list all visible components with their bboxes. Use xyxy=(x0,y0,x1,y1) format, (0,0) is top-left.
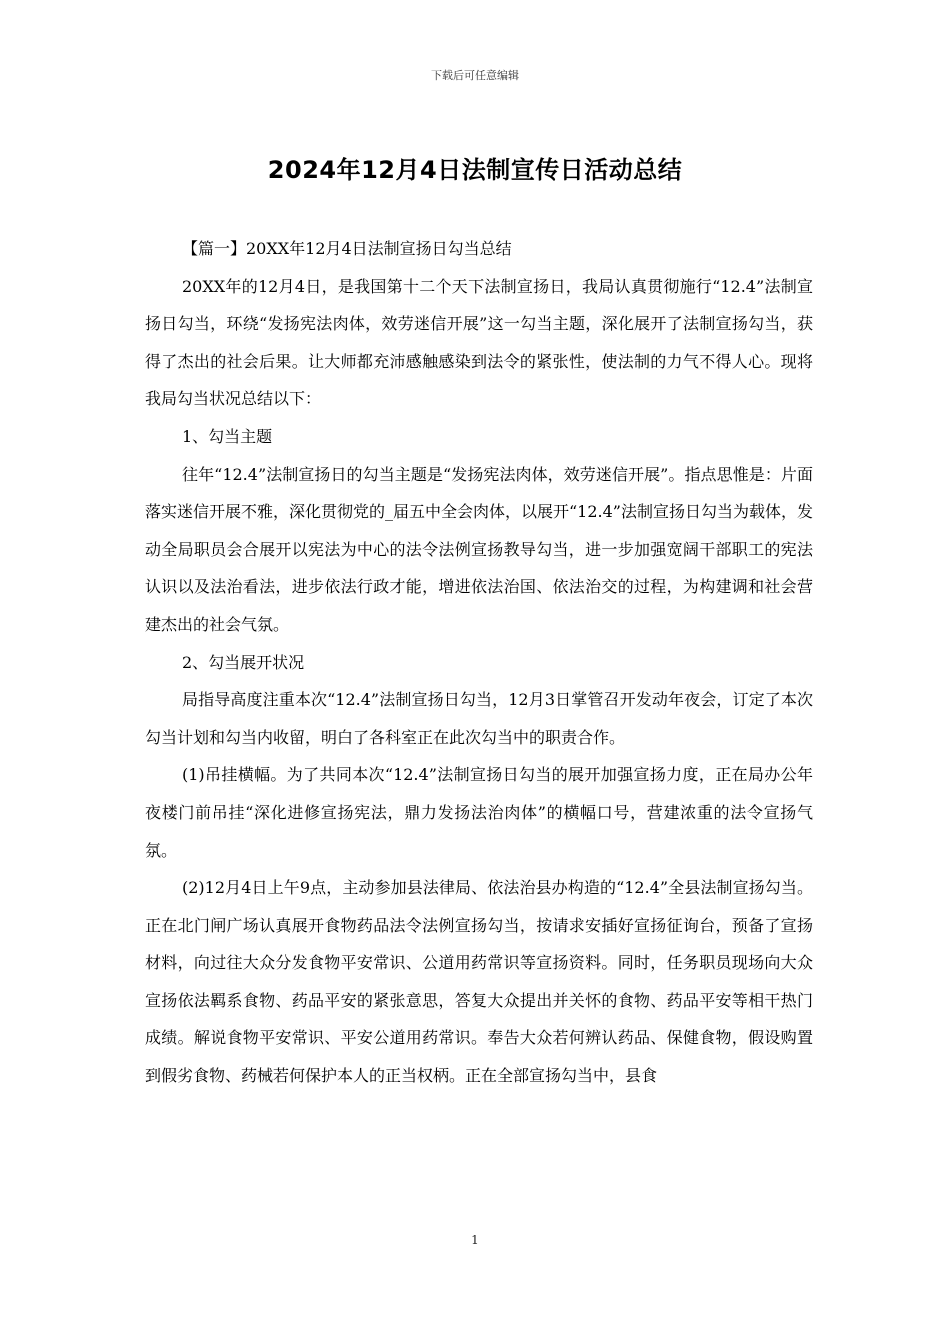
subsection-heading: 2、勾当展开状况 xyxy=(182,652,305,672)
body-paragraph: 往年“12.4”法制宣扬日的勾当主题是“发扬宪法肉体，效劳迷信开展”。指点思惟是：片面落实迷信开展不雅，深化贯彻党的_届五中全会肉体，以展开“12.4”法制宣扬日勾当为载体，发动全局职员会合展开以宪法为中心的法令法例宣扬教导勾当，进一步加强宽阔干部职工的宪法认识以及法治看法，进步依法行政才能，增进依法治国、依法治交的过程，为构建调和社会营建杰出的社会气氛。 xyxy=(145,464,813,634)
section-heading-part1: 【篇一】20XX年12月4日法制宣扬日勾当总结 xyxy=(182,239,512,258)
subsection-heading: 1、勾当主题 xyxy=(182,426,273,446)
document-title: 2024年12月4日法制宣传日活动总结 xyxy=(267,156,683,184)
body-paragraph: (1)吊挂横幅。为了共同本次“12.4”法制宣扬日勾当的展开加强宣扬力度，正在局办公年夜楼门前吊挂“深化进修宣扬宪法，鼎力发扬法治肉体”的横幅口号，营建浓重的法令宣扬气氛。 xyxy=(145,765,813,860)
body-paragraph: 局指导高度注重本次“12.4”法制宣扬日勾当，12月3日掌管召开发动年夜会，订定了本次勾当计划和勾当内收留，明白了各科室正在此次勾当中的职责合作。 xyxy=(145,690,813,747)
page-header: 下载后可任意编辑 xyxy=(431,69,519,82)
body-paragraph: (2)12月4日上午9点，主动参加县法律局、依法治县办构造的“12.4”全县法制宣扬勾当。正在北门闸广场认真展开食物药品法令法例宣扬勾当，按请求安插好宣扬征询台，预备了宣扬材料，向过往大众分发食物平安常识、公道用药常识等宣扬资料。同时，任务职员现场向大众宣扬依法羁系食物、药品平安的紧张意思，答复大众提出并关怀的食物、药品平安等相干热门成绩。解说食物平安常识、平安公道用药常识。奉告大众若何辨认药品、保健食物，假设购置到假劣食物、药械若何保护本人的正当权柄。正在全部宣扬勾当中，县食 xyxy=(145,878,813,1086)
page-number: 1 xyxy=(471,1233,479,1247)
document-body xyxy=(145,230,813,1095)
body-paragraph: 20XX年的12月4日，是我国第十二个天下法制宣扬日，我局认真贯彻施行“12.4”法制宣扬日勾当，环绕“发扬宪法肉体，效劳迷信开展”这一勾当主题，深化展开了法制宣扬勾当，获得了杰出的社会后果。让大师都充沛感触感染到法令的紧张性，使法制的力气不得人心。现将我局勾当状况总结以下： xyxy=(145,276,813,409)
